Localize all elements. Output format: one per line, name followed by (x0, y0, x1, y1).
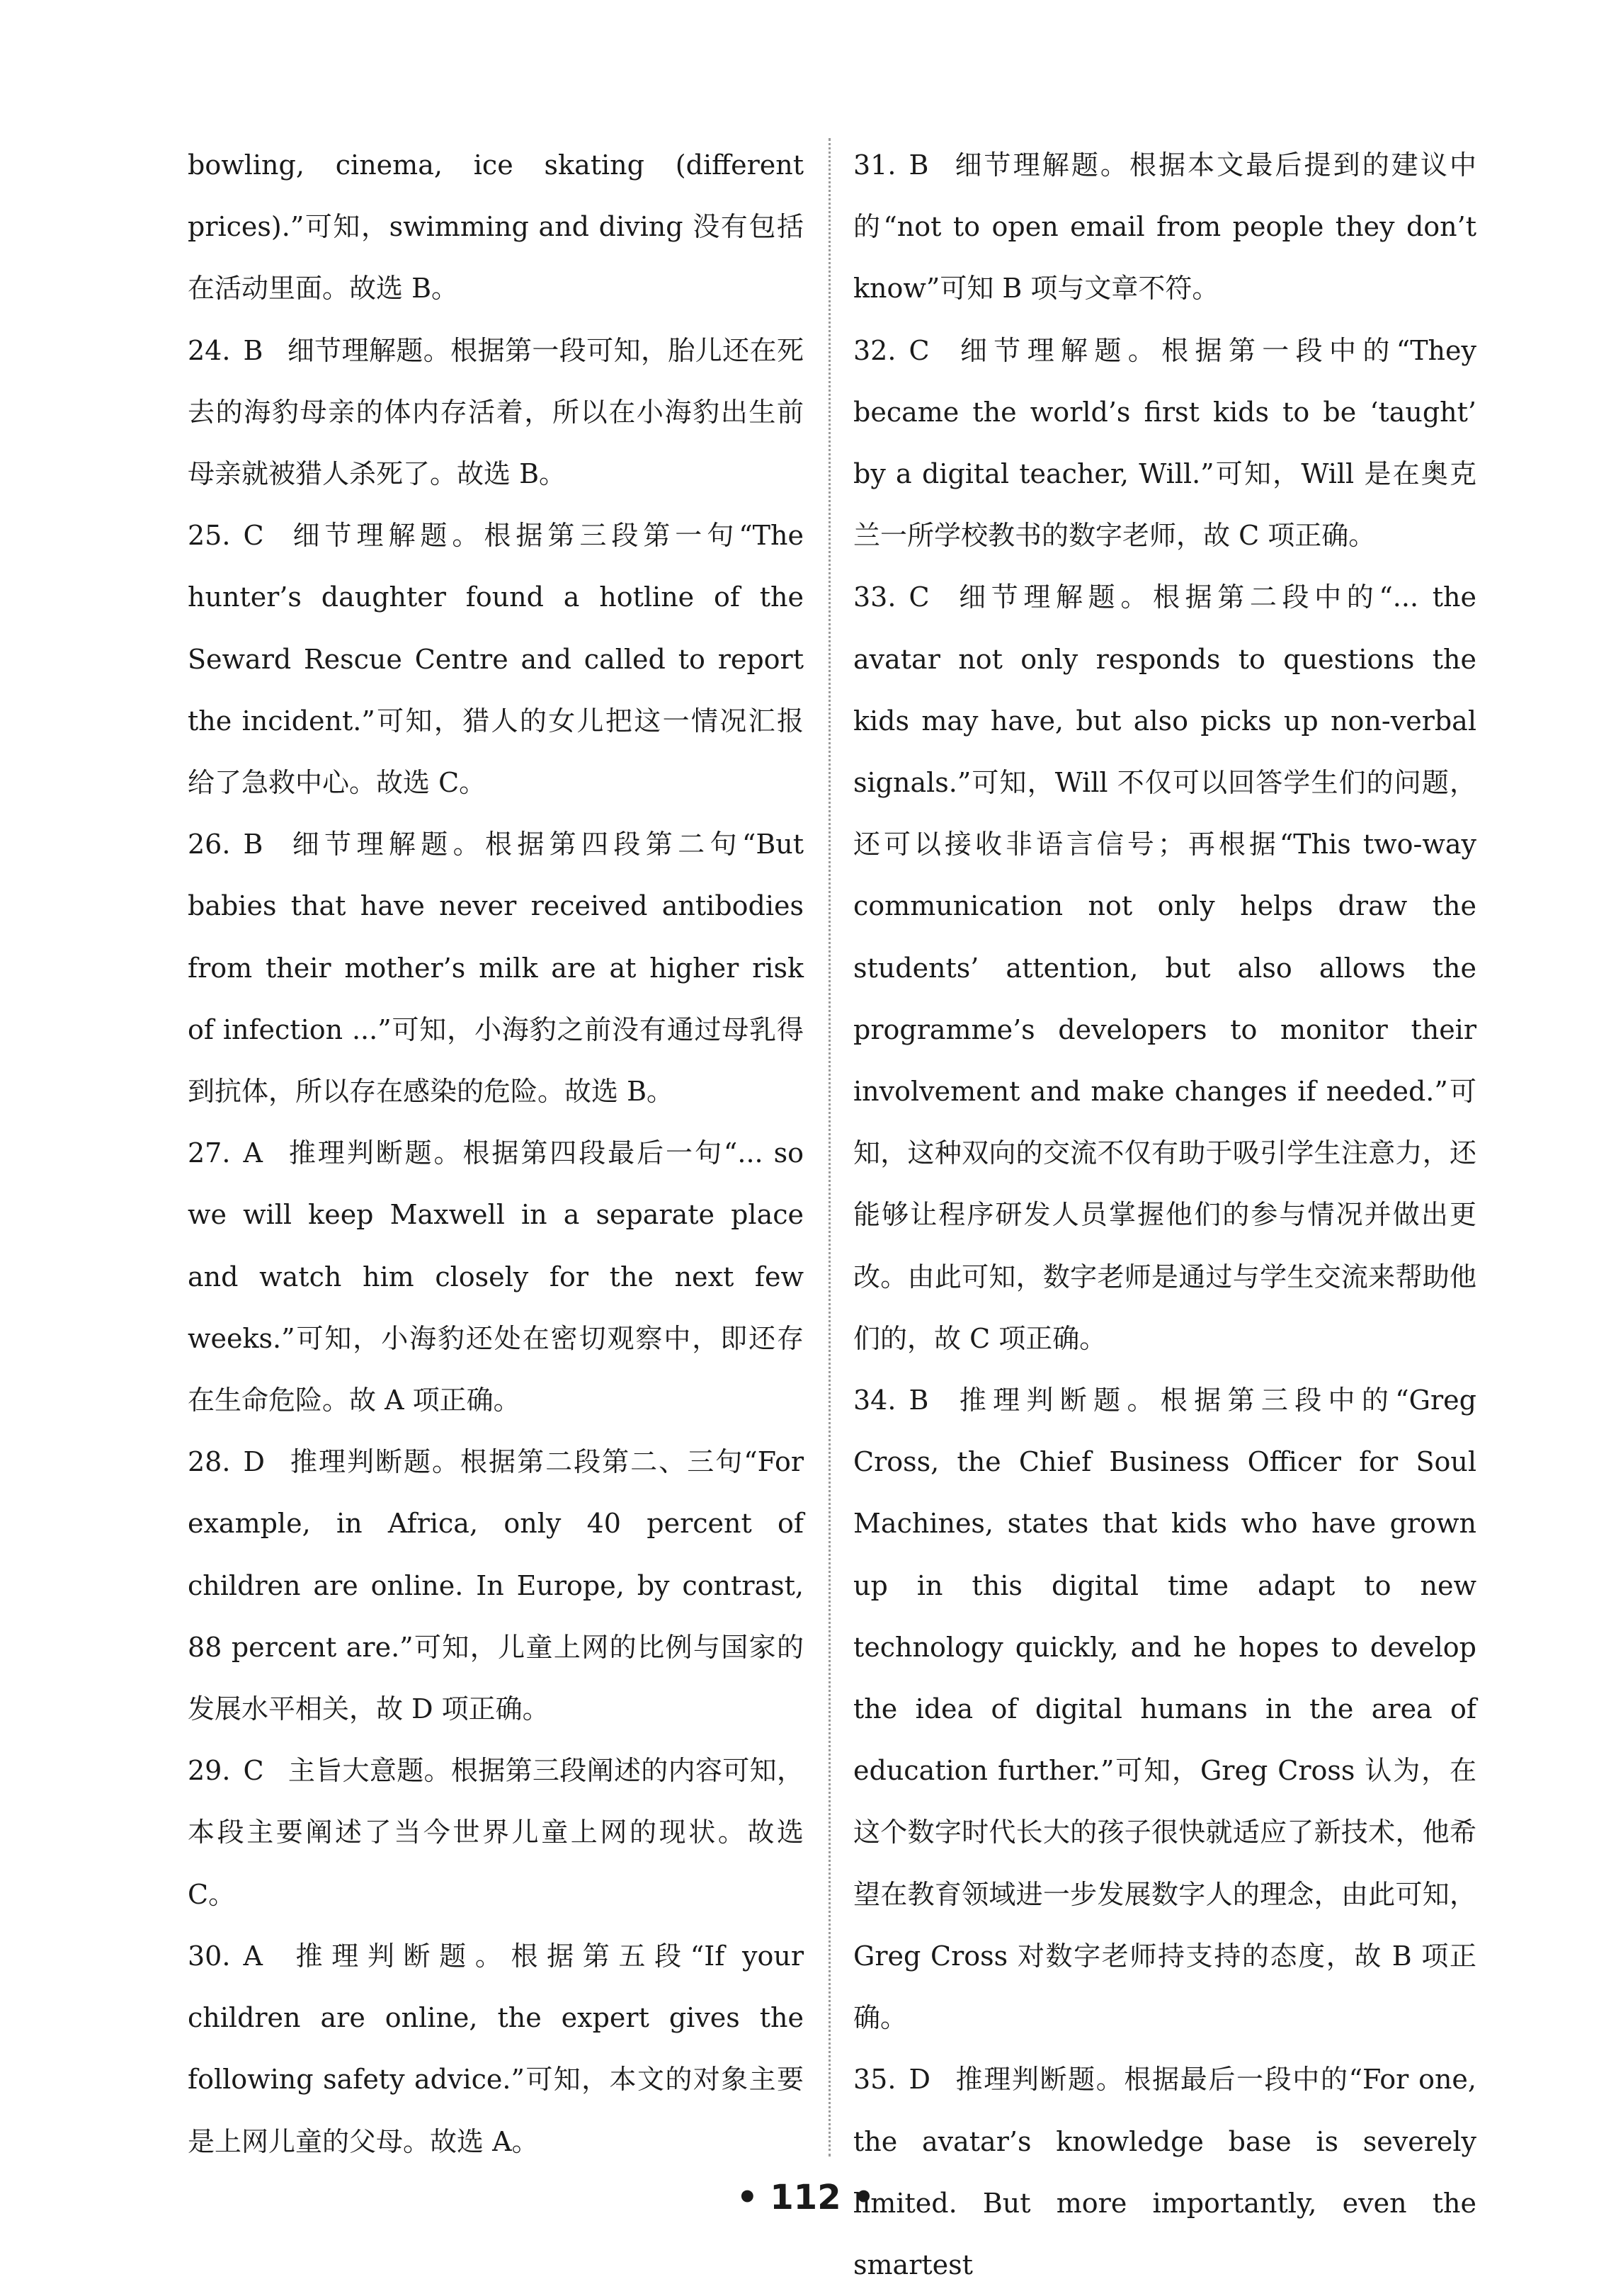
answer-entry-28 (188, 1431, 804, 1740)
entry-text: 推理判断题。根据第三段中的“Greg Cross, the Chief Business Officer for Soul Machines, states that kids who have grown up in this digital time adapt to new technology quickly, and he hopes to develop the idea of digital humans in the area of education further.”可知，Greg Cross 认为，在这个数字时代长大的孩子很快就适应了新技术，他希望在教育领域进一步发展数字人的理念，由此可知，Greg Cross 对数字老师持支持的态度，故 B 项正确。 (853, 1385, 1476, 2034)
question-number: 26. (188, 829, 231, 860)
question-number: 24. (188, 334, 231, 366)
question-number: 32. (853, 334, 896, 366)
answer-entry-25 (188, 505, 804, 814)
entry-text: 细节理解题。根据第一段中的“They became the world’s first kids to be ‘taught’ by a digital teacher, Will.”可知，Will 是在奥克兰一所学校教书的数字老师，故 C 项正确。 (853, 334, 1476, 552)
answer-entry-33 (853, 567, 1476, 1370)
entry-text: 推理判断题。根据第四段最后一句“... so we will keep Maxwell in a separate place and watch him closely for the next few weeks.”可知，小海豹还处在密切观察中，即还存在生命危险。故 A 项正确。 (188, 1137, 804, 1416)
question-number: 34. (853, 1385, 896, 1416)
answer-entry-32 (853, 320, 1476, 567)
question-number: 29. (188, 1755, 231, 1787)
question-number: 25. (188, 520, 231, 552)
answer-entry-23-continued (188, 135, 804, 320)
answer-letter: B (909, 1385, 929, 1416)
entry-text: 推理判断题。根据第二段第二、三句“For example, in Africa, only 40 percent of children are online. In Europe, by contrast, 88 percent are.”可知，儿童上网的比例与国家的发展水平相关，故 D 项正确。 (188, 1446, 804, 1725)
answer-letter: B (909, 149, 929, 181)
question-number: 31. (853, 149, 896, 181)
question-number: 30. (188, 1940, 231, 1972)
entry-text: 细节理解题。根据本文最后提到的建议中的“not to open email from people they don’t know”可知 B 项与文章不符。 (853, 149, 1476, 305)
answer-entry-24 (188, 320, 804, 506)
left-column (188, 135, 804, 2173)
right-column (853, 135, 1476, 2296)
column-divider (829, 138, 831, 2156)
answer-letter: A (243, 1940, 263, 1972)
answer-entry-31 (853, 135, 1476, 320)
answer-letter: C (909, 334, 930, 366)
question-number: 35. (853, 2064, 896, 2096)
entry-text: 推理判断题。根据第五段“If your children are online, the expert gives the following safety advice.”可知，本文的对象主要是上网儿童的父母。故选 A。 (188, 1940, 804, 2157)
answer-letter: C (243, 520, 264, 552)
answer-letter: B (243, 829, 263, 860)
answer-letter: D (909, 2064, 930, 2096)
answer-entry-26 (188, 814, 804, 1123)
answer-entry-27 (188, 1123, 804, 1431)
page-number: • 112 • (736, 2178, 875, 2217)
entry-text: 主旨大意题。根据第三段阐述的内容可知，本段主要阐述了当今世界儿童上网的现状。故选 C。 (188, 1755, 804, 1910)
question-number: 28. (188, 1446, 231, 1478)
entry-text: 细节理解题。根据第三段第一句“The hunter’s daughter found a hotline of the Seward Rescue Centre and called to report the incident.”可知，猎人的女儿把这一情况汇报给了急救中心。故选 C。 (188, 520, 804, 799)
answer-entry-34 (853, 1370, 1476, 2049)
entry-text: 细节理解题。根据第四段第二句“But babies that have never received antibodies from their mother’s milk are at higher risk of infection ...”可知，小海豹之前没有通过母乳得到抗体，所以存在感染的危险。故选 B。 (188, 829, 804, 1108)
entry-text: 细节理解题。根据第一段可知，胎儿还在死去的海豹母亲的体内存活着，所以在小海豹出生前母亲就被猎人杀死了。故选 B。 (188, 334, 804, 490)
question-number: 27. (188, 1137, 231, 1169)
answer-letter: C (243, 1755, 264, 1787)
question-number: 33. (853, 581, 896, 613)
answer-letter: B (243, 334, 263, 366)
answer-entry-30 (188, 1926, 804, 2173)
entry-text: 细节理解题。根据第二段中的“... the avatar not only responds to questions the kids may have, but also picks up non-verbal signals.”可知，Will 不仅可以回答学生们的问题，还可以接收非语言信号；再根据“This two-way communication not only helps draw the students’ attention, but also allows the programme’s developers to monitor their involvement and make changes if needed.”可知，这种双向的交流不仅有助于吸引学生注意力，还能够让程序研发人员掌握他们的参与情况并做出更改。由此可知，数字老师是通过与学生交流来帮助他们的，故 C 项正确。 (853, 581, 1476, 1354)
answer-entry-35 (853, 2049, 1476, 2296)
answer-letter: C (909, 581, 930, 613)
answer-entry-29 (188, 1740, 804, 1926)
answer-letter: A (243, 1137, 263, 1169)
entry-text: 推理判断题。根据最后一段中的“For one, the avatar’s knowledge base is severely limited. But more importantly, even the smartest (853, 2064, 1476, 2280)
entry-text: bowling, cinema, ice skating (different prices).”可知，swimming and diving 没有包括在活动里面。故选 B。 (188, 149, 804, 305)
answer-letter: D (243, 1446, 265, 1478)
